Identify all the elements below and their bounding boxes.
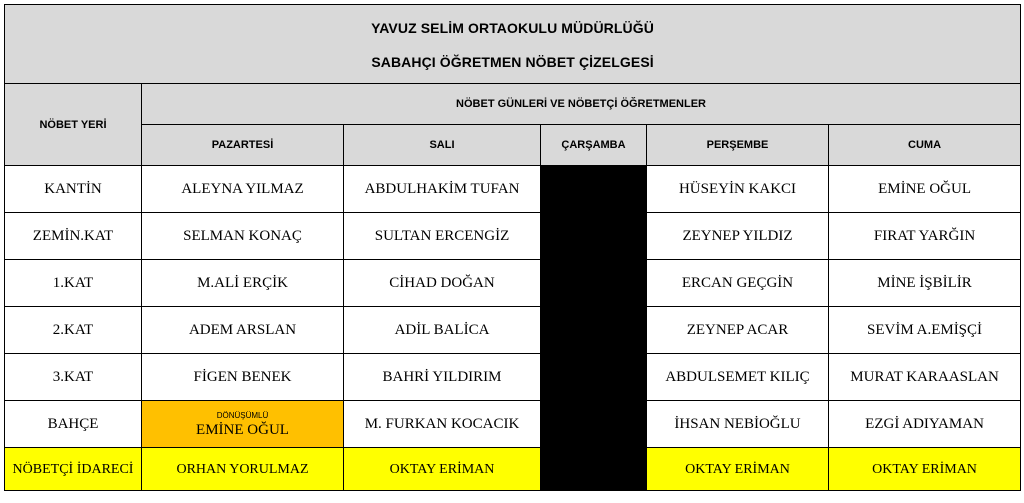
duty-admin-label: NÖBETÇİ İDARECİ [5, 448, 142, 491]
duty-admin-row [5, 448, 1021, 491]
friday-teacher: EMİNE OĞUL [829, 166, 1021, 213]
day-header-tuesday: SALI [344, 125, 541, 166]
friday-teacher: FIRAT YARĞIN [829, 213, 1021, 260]
friday-teacher: EZGİ ADIYAMAN [829, 401, 1021, 448]
thursday-admin: OKTAY ERİMAN [647, 448, 829, 491]
monday-teacher: ALEYNA YILMAZ [142, 166, 344, 213]
day-header-thursday: PERŞEMBE [647, 125, 829, 166]
duty-place: 1.KAT [5, 260, 142, 307]
tuesday-teacher: M. FURKAN KOCACIK [344, 401, 541, 448]
tuesday-teacher: CİHAD DOĞAN [344, 260, 541, 307]
duty-place: BAHÇE [5, 401, 142, 448]
friday-admin: OKTAY ERİMAN [829, 448, 1021, 491]
monday-teacher: FİGEN BENEK [142, 354, 344, 401]
tuesday-teacher: ABDULHAKİM TUFAN [344, 166, 541, 213]
schedule-title: SABAHÇI ÖĞRETMEN NÖBET ÇİZELGESİ [371, 54, 654, 70]
monday-teacher: EMİNE OĞUL [196, 422, 289, 438]
duty-schedule-table [4, 4, 1021, 491]
day-header-wednesday: ÇARŞAMBA [541, 125, 647, 166]
thursday-teacher: HÜSEYİN KAKCI [647, 166, 829, 213]
duty-place: 3.KAT [5, 354, 142, 401]
school-name: YAVUZ SELİM ORTAOKULU MÜDÜRLÜĞÜ [371, 20, 654, 36]
duty-place: 2.KAT [5, 307, 142, 354]
thursday-teacher: ZEYNEP YILDIZ [647, 213, 829, 260]
table-row [5, 260, 1021, 307]
tuesday-admin: OKTAY ERİMAN [344, 448, 541, 491]
tuesday-teacher: SULTAN ERCENGİZ [344, 213, 541, 260]
thursday-teacher: ZEYNEP ACAR [647, 307, 829, 354]
place-column-header: NÖBET YERİ [5, 84, 142, 166]
friday-teacher: SEVİM A.EMİŞÇİ [829, 307, 1021, 354]
duty-place: KANTİN [5, 166, 142, 213]
monday-teacher: M.ALİ ERÇİK [142, 260, 344, 307]
monday-admin: ORHAN YORULMAZ [142, 448, 344, 491]
day-header-friday: CUMA [829, 125, 1021, 166]
document-title [5, 5, 1021, 84]
table-row [5, 354, 1021, 401]
table-row [5, 401, 1021, 448]
table-row [5, 166, 1021, 213]
rotating-note: DÖNÜŞÜMLÜ [216, 411, 269, 420]
friday-teacher: MİNE İŞBİLİR [829, 260, 1021, 307]
thursday-teacher: ABDULSEMET KILIÇ [647, 354, 829, 401]
table-row [5, 307, 1021, 354]
thursday-teacher: İHSAN NEBİOĞLU [647, 401, 829, 448]
tuesday-teacher: BAHRİ YILDIRIM [344, 354, 541, 401]
friday-teacher: MURAT KARAASLAN [829, 354, 1021, 401]
thursday-teacher: ERCAN GEÇGİN [647, 260, 829, 307]
monday-teacher: ADEM ARSLAN [142, 307, 344, 354]
day-header-monday: PAZARTESİ [142, 125, 344, 166]
duty-place: ZEMİN.KAT [5, 213, 142, 260]
tuesday-teacher: ADİL BALİCA [344, 307, 541, 354]
monday-teacher: SELMAN KONAÇ [142, 213, 344, 260]
monday-rotating-teacher [142, 401, 344, 448]
days-group-header: NÖBET GÜNLERİ VE NÖBETÇİ ÖĞRETMENLER [142, 84, 1021, 125]
wednesday-blocked-cell [541, 166, 647, 491]
table-row [5, 213, 1021, 260]
